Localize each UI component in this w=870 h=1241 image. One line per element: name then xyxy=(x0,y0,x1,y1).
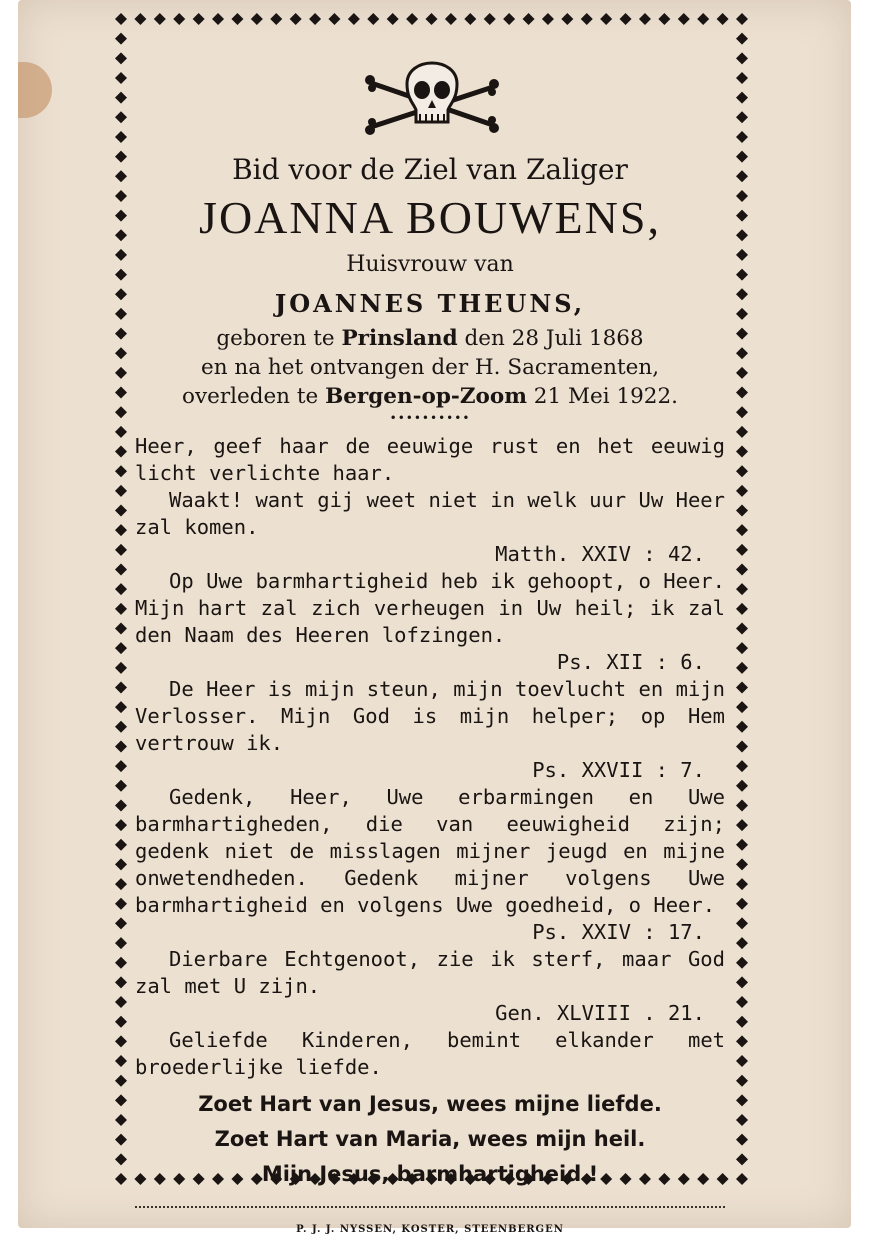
border-diamond xyxy=(406,13,418,25)
verse-2-text: Waakt! want gij weet niet in welk uur Uw Heer zal komen. xyxy=(135,488,725,539)
border-diamond xyxy=(115,721,127,733)
husband-name: JOANNES THEUNS, xyxy=(274,289,586,318)
border-diamond xyxy=(115,858,127,870)
border-diamond xyxy=(115,898,127,910)
border-diamond xyxy=(387,13,399,25)
border-diamond xyxy=(736,426,748,438)
border-diamond xyxy=(115,406,127,418)
birth-line xyxy=(135,324,725,353)
verse-7: Geliefde Kinderen, bemint elkander met broederlijke liefde. xyxy=(135,1028,725,1079)
border-diamond xyxy=(367,13,379,25)
border-diamond xyxy=(173,13,185,25)
border-diamond xyxy=(115,72,127,84)
border-diamond xyxy=(736,111,748,123)
border-diamond xyxy=(736,662,748,674)
border-diamond xyxy=(736,1035,748,1047)
born-prefix: geboren te xyxy=(216,326,335,351)
border-diamond xyxy=(736,603,748,615)
border-diamond xyxy=(736,72,748,84)
border-diamond xyxy=(736,229,748,241)
border-diamond xyxy=(736,1173,748,1185)
border-diamond xyxy=(115,622,127,634)
border-diamond xyxy=(736,701,748,713)
border-diamond xyxy=(115,878,127,890)
border-diamond xyxy=(115,190,127,202)
border-diamond xyxy=(115,917,127,929)
border-diamond xyxy=(620,13,632,25)
border-diamond xyxy=(115,1016,127,1028)
border-diamond xyxy=(736,898,748,910)
border-diamond xyxy=(736,190,748,202)
border-diamond xyxy=(115,799,127,811)
border-diamond xyxy=(736,288,748,300)
border-diamond xyxy=(115,446,127,458)
border-diamond xyxy=(115,308,127,320)
border-diamond xyxy=(115,642,127,654)
border-diamond xyxy=(115,1035,127,1047)
border-diamond xyxy=(115,485,127,497)
border-diamond xyxy=(736,937,748,949)
border-diamond xyxy=(736,131,748,143)
border-diamond xyxy=(115,564,127,576)
verse-6-ref: Gen. XLVIII . 21. xyxy=(495,1001,705,1025)
border-diamond xyxy=(736,347,748,359)
prayer-2: Zoet Hart van Maria, wees mijn heil. xyxy=(214,1127,646,1151)
prayers xyxy=(135,1087,725,1192)
border-diamond xyxy=(290,13,302,25)
border-diamond xyxy=(115,701,127,713)
border-diamond xyxy=(115,1094,127,1106)
border-diamond xyxy=(736,878,748,890)
heading: Bid voor de Ziel van Zaliger xyxy=(232,153,628,186)
border-diamond xyxy=(115,603,127,615)
verse-6: Dierbare Echtgenoot, zie ik sterf, maar God zal met U zijn. xyxy=(135,947,725,998)
border-diamond xyxy=(736,524,748,536)
border-diamond xyxy=(736,858,748,870)
border-diamond xyxy=(115,1114,127,1126)
border-diamond xyxy=(115,111,127,123)
border-diamond xyxy=(736,681,748,693)
verse-2 xyxy=(135,487,725,541)
border-diamond xyxy=(736,465,748,477)
border-diamond xyxy=(134,13,146,25)
border-diamond xyxy=(115,524,127,536)
border-diamond xyxy=(426,13,438,25)
border-diamond xyxy=(736,544,748,556)
border-diamond xyxy=(115,544,127,556)
border-diamond xyxy=(736,1055,748,1067)
border-diamond xyxy=(736,387,748,399)
border-diamond xyxy=(736,308,748,320)
border-diamond xyxy=(523,13,535,25)
border-diamond xyxy=(736,269,748,281)
border-diamond xyxy=(231,13,243,25)
border-diamond xyxy=(115,249,127,261)
border-diamond xyxy=(115,13,127,25)
prayer-1: Zoet Hart van Jesus, wees mijne liefde. xyxy=(198,1092,662,1116)
border-diamond xyxy=(736,1075,748,1087)
born-date: den 28 Juli 1868 xyxy=(464,326,644,351)
border-diamond xyxy=(115,1075,127,1087)
border-diamond xyxy=(639,13,651,25)
border-diamond xyxy=(115,347,127,359)
border-diamond xyxy=(115,170,127,182)
border-diamond xyxy=(736,976,748,988)
card-content xyxy=(135,150,725,1235)
border-diamond xyxy=(328,13,340,25)
border-diamond xyxy=(309,13,321,25)
border-diamond xyxy=(464,13,476,25)
border-diamond xyxy=(736,1114,748,1126)
border-diamond xyxy=(212,13,224,25)
border-diamond xyxy=(115,937,127,949)
born-place: Prinsland xyxy=(341,326,458,351)
deceased-name: JOANNA BOUWENS, xyxy=(199,192,661,243)
border-diamond xyxy=(270,13,282,25)
border-diamond xyxy=(736,780,748,792)
border-diamond xyxy=(736,170,748,182)
border-diamond xyxy=(736,249,748,261)
border-diamond xyxy=(736,917,748,929)
border-diamond xyxy=(115,1173,127,1185)
separator-dots: •••••••••• xyxy=(389,411,471,425)
border-diamond xyxy=(115,996,127,1008)
verse-5: Gedenk, Heer, Uwe erbarmingen en Uwe barmhartigheden, die van eeuwigheid zijn; gedenk niet de misslagen mijner jeugd en mijne onwetendheden. Gedenk mijner volgens Uwe barmhartigheid en volgens Uwe goedheid, o Heer. xyxy=(135,785,725,917)
border-diamond xyxy=(115,662,127,674)
printer-credit: P. J. J. NYSSEN, KOSTER, STEENBERGEN xyxy=(296,1224,564,1235)
border-diamond xyxy=(736,328,748,340)
border-diamond xyxy=(115,426,127,438)
paper-stain xyxy=(18,62,52,118)
border-diamond xyxy=(115,33,127,45)
border-diamond xyxy=(736,33,748,45)
died-prefix: overleden te xyxy=(182,384,319,409)
border-diamond xyxy=(736,957,748,969)
border-diamond xyxy=(115,328,127,340)
died-place: Bergen-op-Zoom xyxy=(325,384,527,409)
border-diamond xyxy=(736,622,748,634)
border-diamond xyxy=(115,210,127,222)
border-diamond xyxy=(736,642,748,654)
verse-2-ref: Matth. XXIV : 42. xyxy=(495,542,705,566)
verse-4-ref: Ps. XXVII : 7. xyxy=(532,758,705,782)
border-diamond xyxy=(736,839,748,851)
border-diamond xyxy=(503,13,515,25)
border-diamond xyxy=(115,269,127,281)
border-diamond xyxy=(697,13,709,25)
border-diamond xyxy=(736,210,748,222)
border-diamond xyxy=(115,957,127,969)
skull-crossbones-icon xyxy=(362,44,502,136)
died-date: 21 Mei 1922. xyxy=(533,384,678,409)
border-diamond xyxy=(348,13,360,25)
border-diamond xyxy=(736,740,748,752)
border-diamond xyxy=(736,1153,748,1165)
border-diamond xyxy=(736,92,748,104)
border-diamond xyxy=(736,367,748,379)
border-diamond xyxy=(736,505,748,517)
border-diamond xyxy=(115,760,127,772)
border-diamond xyxy=(115,367,127,379)
border-diamond xyxy=(115,819,127,831)
border-diamond xyxy=(115,288,127,300)
border-diamond xyxy=(115,465,127,477)
border-diamond xyxy=(736,406,748,418)
border-diamond xyxy=(736,1094,748,1106)
border-diamond xyxy=(736,52,748,64)
relation-label: Huisvrouw van xyxy=(346,252,514,277)
border-diamond xyxy=(115,151,127,163)
border-diamond xyxy=(115,976,127,988)
border-diamond xyxy=(736,819,748,831)
border-diamond xyxy=(115,740,127,752)
border-diamond xyxy=(115,839,127,851)
border-diamond xyxy=(115,505,127,517)
border-diamond xyxy=(115,1134,127,1146)
border-diamond xyxy=(736,446,748,458)
verse-5-ref: Ps. XXIV : 17. xyxy=(532,920,705,944)
border-diamond xyxy=(736,583,748,595)
border-diamond xyxy=(736,996,748,1008)
verse-1: Heer, geef haar de eeuwige rust en het eeuwig licht verlichte haar. xyxy=(135,434,725,485)
verses xyxy=(135,433,725,1081)
border-diamond xyxy=(115,387,127,399)
border-diamond xyxy=(115,1153,127,1165)
border-diamond xyxy=(115,681,127,693)
border-diamond xyxy=(736,485,748,497)
border-diamond xyxy=(115,92,127,104)
border-diamond xyxy=(445,13,457,25)
border-diamond xyxy=(736,13,748,25)
border-diamond xyxy=(736,1134,748,1146)
verse-4: De Heer is mijn steun, mijn toevlucht en mijn Verlosser. Mijn God is mijn helper; op Hem vertrouw ik. xyxy=(135,677,725,755)
border-diamond xyxy=(115,131,127,143)
border-diamond xyxy=(115,583,127,595)
border-diamond xyxy=(736,760,748,772)
border-diamond xyxy=(717,13,729,25)
border-diamond xyxy=(561,13,573,25)
border-diamond xyxy=(251,13,263,25)
border-diamond xyxy=(484,13,496,25)
border-diamond xyxy=(736,721,748,733)
border-diamond xyxy=(600,13,612,25)
border-diamond xyxy=(736,151,748,163)
border-diamond xyxy=(542,13,554,25)
border-diamond xyxy=(154,13,166,25)
border-diamond xyxy=(678,13,690,25)
border-diamond xyxy=(658,13,670,25)
border-diamond xyxy=(736,799,748,811)
border-diamond xyxy=(581,13,593,25)
sacraments-line: en na het ontvangen der H. Sacramenten, xyxy=(200,355,660,380)
border-diamond xyxy=(736,1016,748,1028)
border-diamond xyxy=(193,13,205,25)
verse-3: Op Uwe barmhartigheid heb ik gehoopt, o Heer. Mijn hart zal zich verheugen in Uw heil; ik zal den Naam des Heeren lofzingen. xyxy=(135,569,725,647)
border-diamond xyxy=(736,564,748,576)
prayer-3: Mijn Jesus, barmhartigheid ! xyxy=(261,1162,599,1186)
border-diamond xyxy=(115,1055,127,1067)
border-diamond xyxy=(115,52,127,64)
border-diamond xyxy=(115,229,127,241)
border-diamond xyxy=(115,780,127,792)
death-line xyxy=(135,382,725,411)
dotted-divider xyxy=(135,1206,725,1208)
verse-3-ref: Ps. XII : 6. xyxy=(556,650,705,674)
